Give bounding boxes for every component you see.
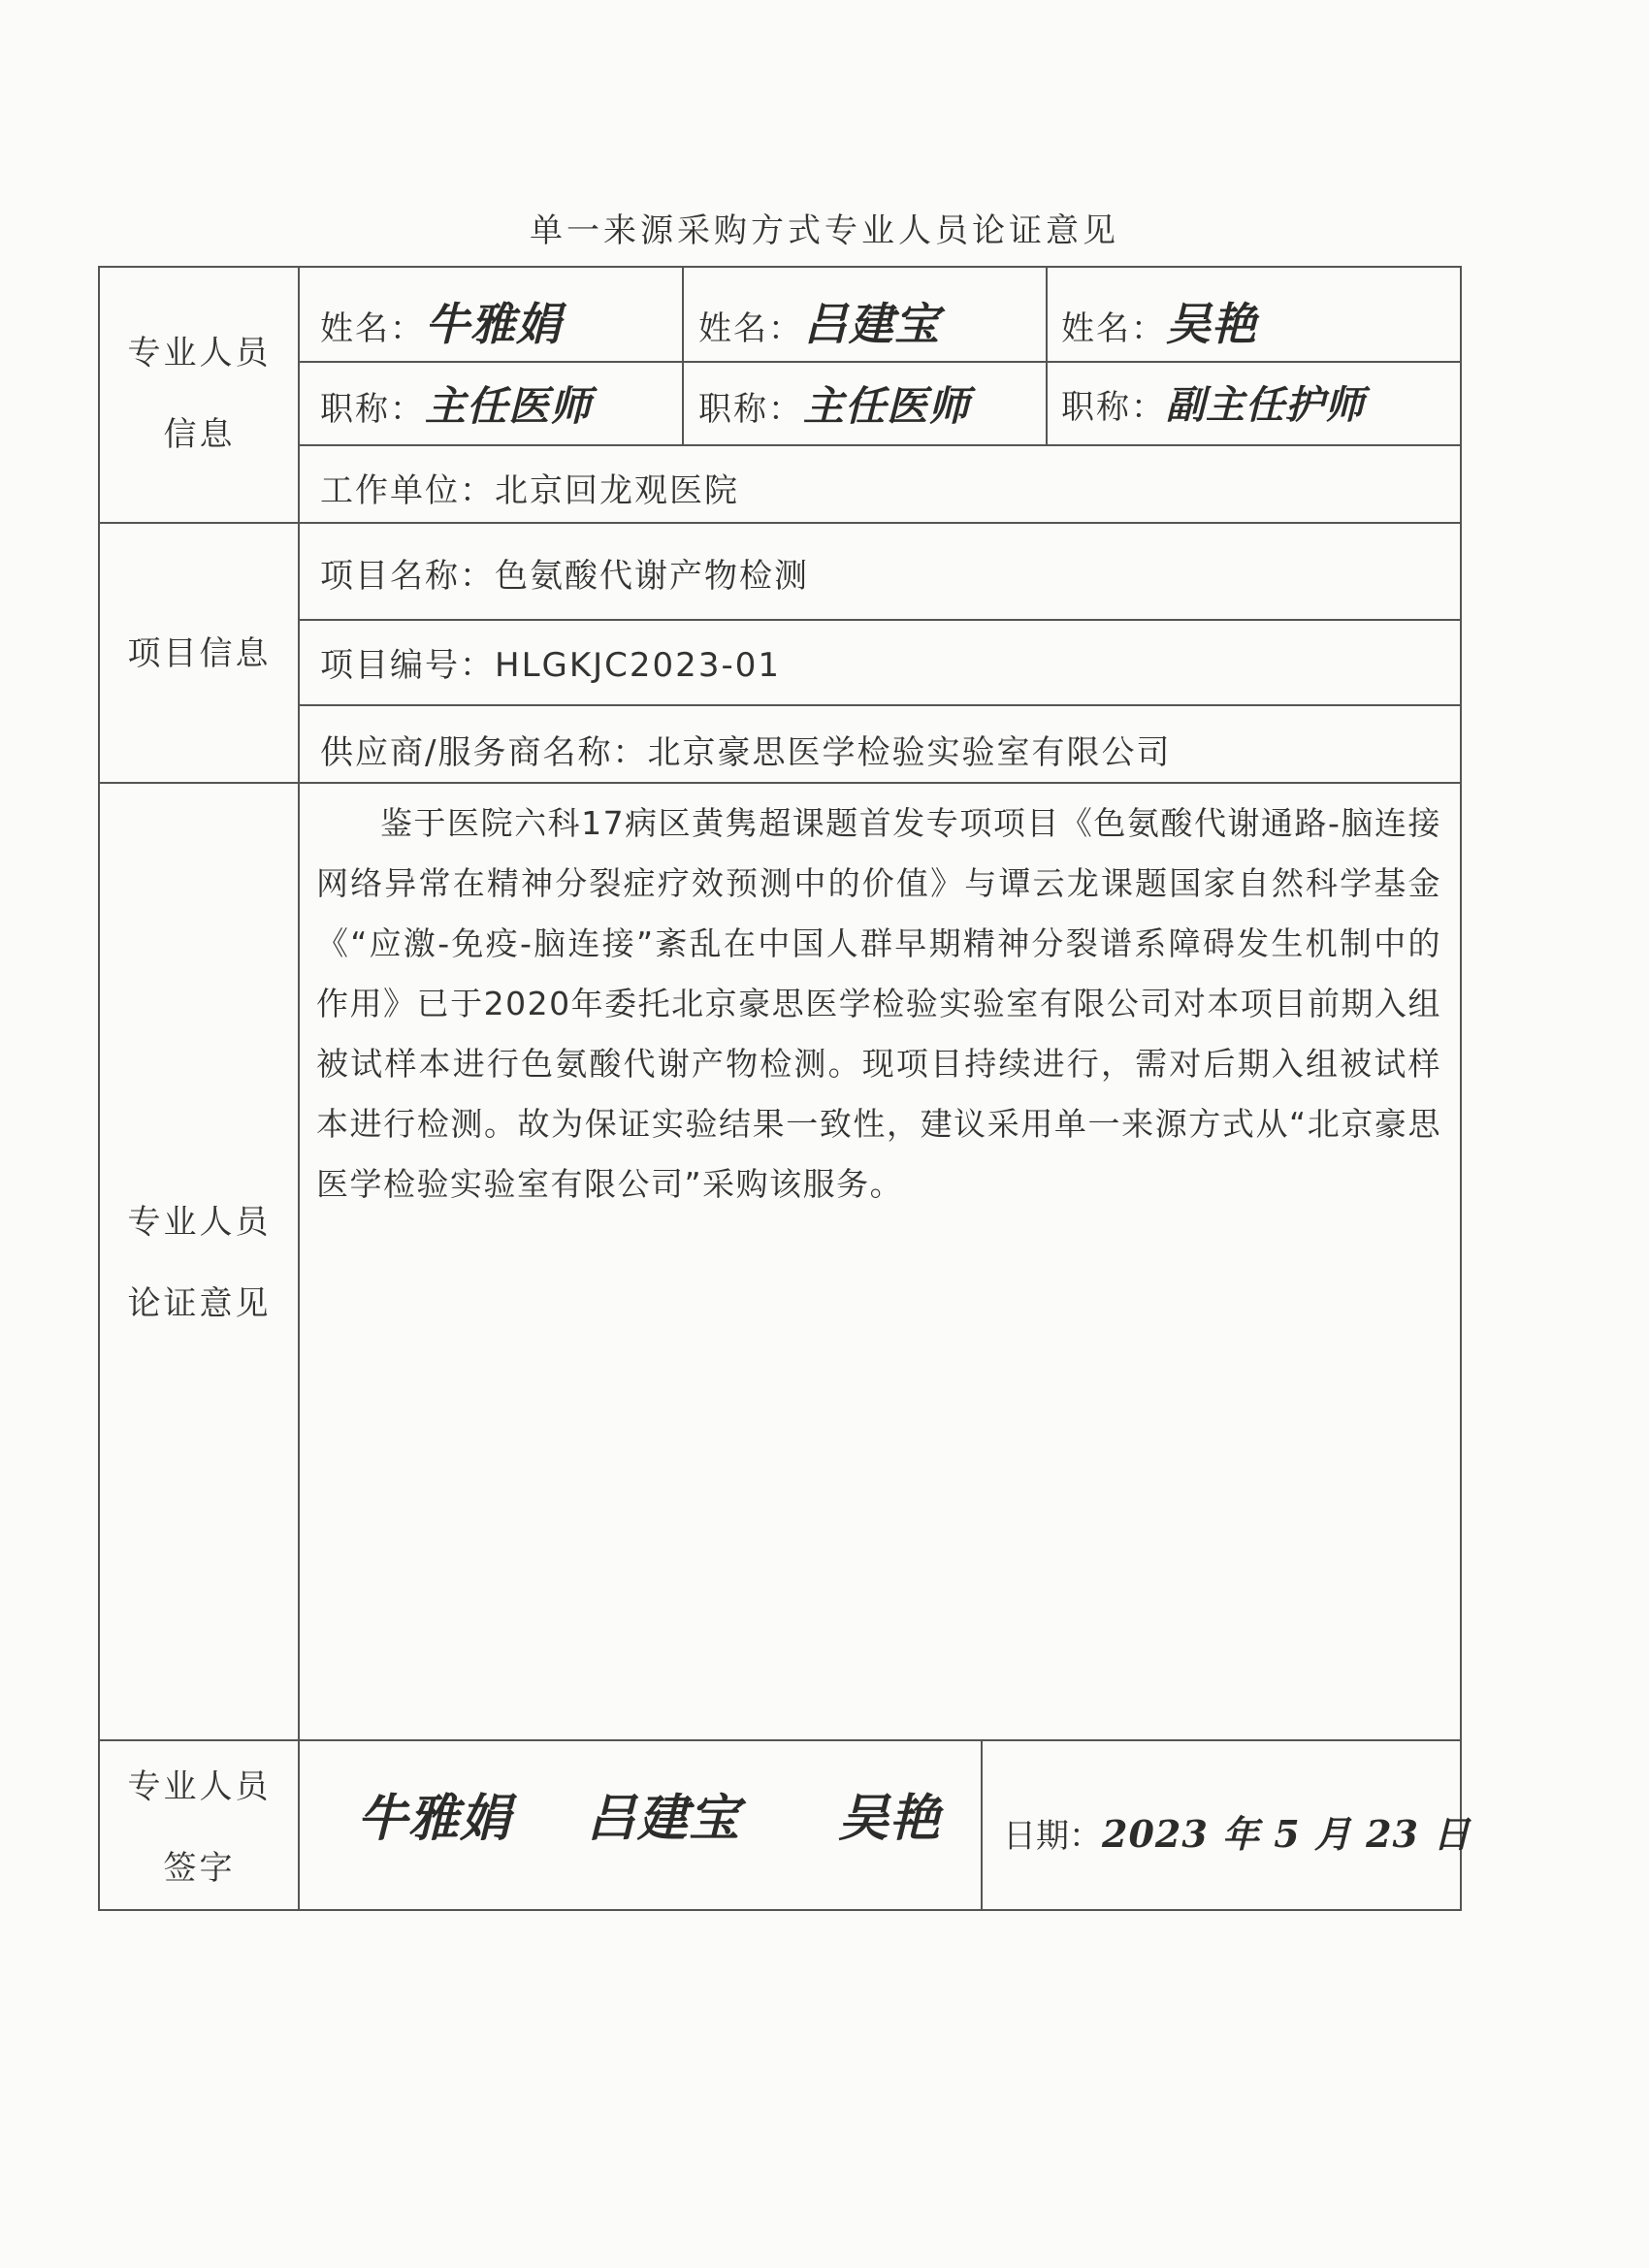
grid-line <box>98 782 1462 784</box>
label-line: 论证意见 <box>127 1284 272 1323</box>
grid-line <box>981 1739 983 1911</box>
signature-section-label <box>100 1746 299 1909</box>
opinion-text: 鉴于医院六科17病区黄隽超课题首发专项项目《色氨酸代谢通路-脑连接网络异常在精神分裂症疗效预测中的价值》与谭云龙课题国家自然科学基金《“应激-免疫-脑连接”紊乱在中国人群早期精神分裂谱系障碍发生机制中的作用》已于2020年委托北京豪思医学检验实验室有限公司对本项目前期入组被试样本进行色氨酸代谢产物检测。现项目持续进行，需对后期入组被试样本进行检测。故为保证实验结果一致性，建议采用单一来源方式从“北京豪思医学检验实验室有限公司”采购该服务。 <box>316 804 1441 1203</box>
label-line: 专业人员 <box>127 1203 272 1242</box>
signature-date <box>1003 1804 1471 1858</box>
name-label: 姓名： <box>1061 309 1166 348</box>
page-title: 单一来源采购方式专业人员论证意见 <box>530 211 1119 250</box>
name-label: 姓名： <box>320 309 425 348</box>
member-1-title-cell <box>320 374 592 433</box>
label-line: 专业人员 <box>127 334 272 373</box>
member-3-title: 副主任护师 <box>1166 382 1365 428</box>
title-label: 职称： <box>1061 388 1166 427</box>
date-value: 2023 年 5 月 23 日 <box>1102 1812 1471 1856</box>
grid-line <box>98 522 1462 524</box>
name-label: 姓名： <box>698 309 803 348</box>
supplier-name: 供应商/服务商名称：北京豪思医学检验实验室有限公司 <box>320 733 1172 772</box>
title-label: 职称： <box>698 390 803 429</box>
member-2-name-cell <box>698 289 940 353</box>
grid-line <box>298 619 1462 621</box>
member-2-name: 吕建宝 <box>803 298 940 350</box>
grid-line <box>1046 266 1048 444</box>
member-1-title: 主任医师 <box>425 382 593 430</box>
opinion-section-label <box>100 1182 299 1345</box>
personnel-section-label <box>100 312 299 475</box>
signature-3: 吴艳 <box>838 1789 942 1848</box>
member-2-title: 主任医师 <box>803 382 971 430</box>
member-3-name-cell <box>1061 289 1257 353</box>
grid-line <box>682 266 684 444</box>
label-line: 签字 <box>163 1849 236 1888</box>
member-3-title-cell <box>1061 374 1365 430</box>
grid-line <box>298 444 1462 446</box>
project-section-label: 项目信息 <box>127 634 272 673</box>
grid-line <box>298 361 1462 363</box>
project-number: 项目编号：HLGKJC2023-01 <box>320 646 781 685</box>
workplace: 工作单位：北京回龙观医院 <box>320 471 739 510</box>
member-1-name: 牛雅娟 <box>425 298 562 350</box>
project-name: 项目名称：色氨酸代谢产物检测 <box>320 557 809 596</box>
member-1-name-cell <box>320 289 562 353</box>
signature-2: 吕建宝 <box>586 1789 741 1848</box>
label-line: 信息 <box>163 415 236 454</box>
member-2-title-cell <box>698 374 970 433</box>
title-label: 职称： <box>320 390 425 429</box>
label-line: 专业人员 <box>127 1767 272 1806</box>
date-label: 日期： <box>1003 1817 1102 1856</box>
signature-1: 牛雅娟 <box>357 1789 512 1848</box>
grid-line <box>98 1739 1462 1741</box>
grid-line <box>298 704 1462 706</box>
grid-line <box>298 266 300 1911</box>
member-3-name: 吴艳 <box>1166 298 1257 350</box>
